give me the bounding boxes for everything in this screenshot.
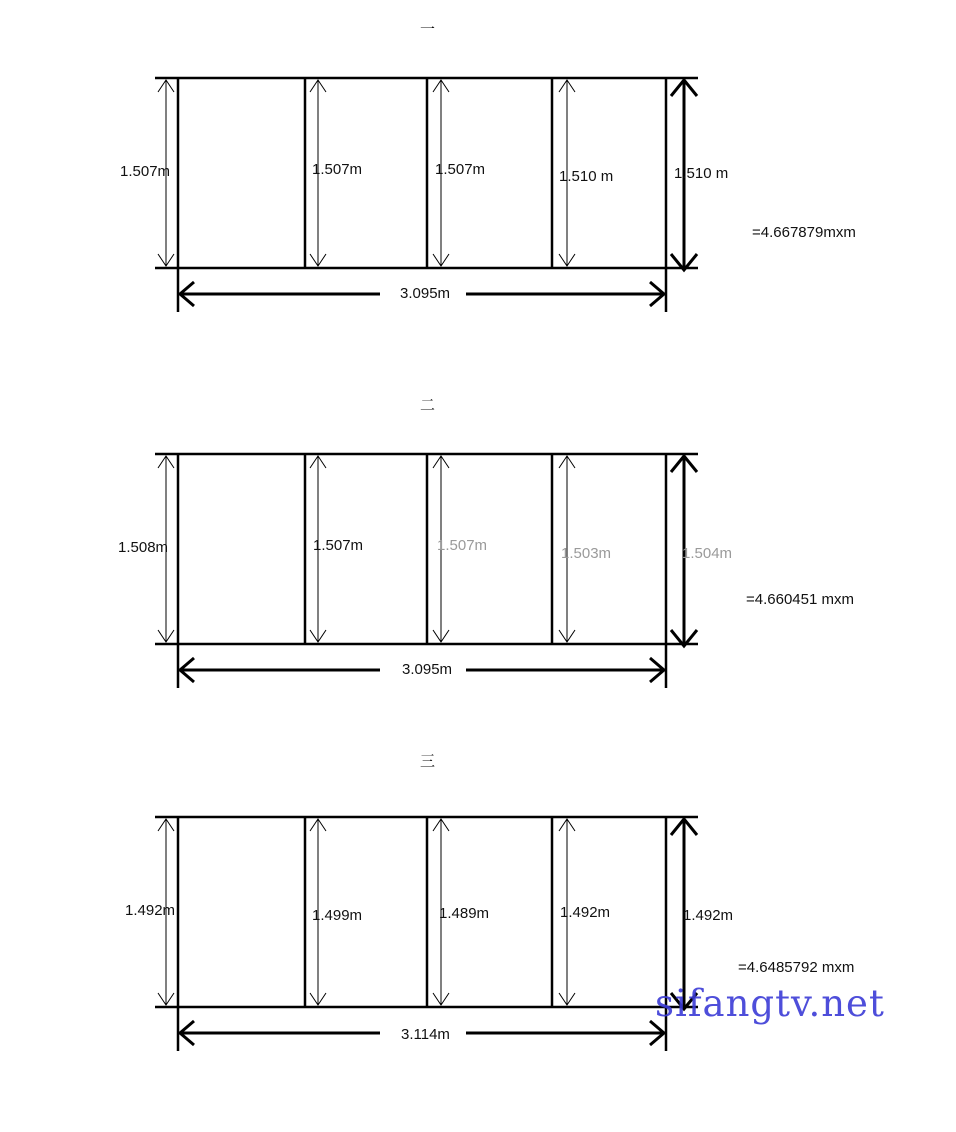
panel-1-height-3: 1.507m [435,161,486,178]
panel-3 [0,739,956,1099]
panel-2-width: 3.095m [402,661,453,678]
panel-2-height-1: 1.508m [118,539,169,556]
panel-1-height-4: 1.510 m [559,168,614,185]
panel-2-height-2: 1.507m [313,537,364,554]
panel-3-height-4: 1.492m [560,904,611,921]
panel-1-height-1: 1.507m [120,163,171,180]
panel-1-height-2: 1.507m [312,161,363,178]
panel-3-heading: 三 [420,752,436,770]
panel-2-height-5: 1.504m [682,545,733,562]
panel-2-height-3: 1.507m [437,537,488,554]
panel-1-heading: 一 [420,20,436,38]
panel-1-width: 3.095m [400,285,451,302]
panel-2-height-4: 1.503m [561,545,612,562]
panel-3-area: =4.6485792 mxm [738,959,855,976]
panel-1-area: =4.667879mxm [752,224,856,241]
panel-3-height-1: 1.492m [125,902,176,919]
panel-2-heading: 二 [420,396,436,414]
panel-2 [0,376,956,736]
panel-3-height-3: 1.489m [439,905,490,922]
panel-1-height-5: 1.510 m [674,165,729,182]
panel-3-width: 3.114m [401,1026,450,1043]
panel-3-height-2: 1.499m [312,907,363,924]
panel-1 [0,0,956,360]
panel-3-height-5: 1.492m [683,907,734,924]
panel-2-area: =4.660451 mxm [746,591,854,608]
watermark-text: sifangtv.net [655,982,885,1025]
